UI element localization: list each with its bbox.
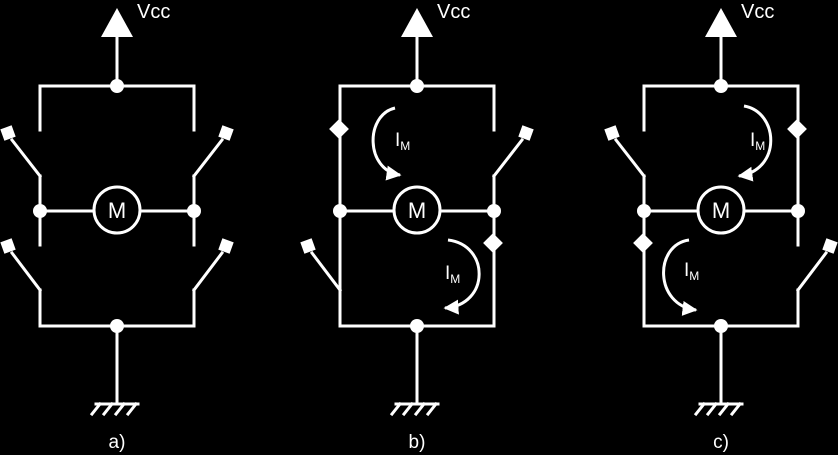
vcc-arrow [401, 8, 433, 37]
vcc-arrow [705, 8, 737, 37]
switch-top-right-closed [787, 86, 807, 245]
switch-top-right [494, 125, 534, 326]
switch-top-left [0, 125, 40, 245]
right-node [487, 204, 501, 218]
switch-bottom-right [194, 238, 234, 326]
supply-node [410, 79, 424, 93]
panel-c [604, 1, 837, 453]
switch-bottom-right-closed [483, 233, 503, 253]
ground-symbol [696, 404, 742, 414]
left-node [33, 204, 47, 218]
motor-label: M [107, 198, 127, 223]
ground-symbol [392, 404, 438, 414]
switch-bottom-left-closed [633, 233, 653, 253]
switch-top-right [194, 125, 234, 245]
switch-bottom-left [0, 238, 40, 326]
vcc-label: Vcc [741, 1, 775, 23]
ground-symbol [92, 404, 138, 414]
left-node [333, 204, 347, 218]
switch-top-left [604, 125, 644, 326]
current-label-bottom: $I_M$ [684, 260, 700, 283]
vcc-arrow [101, 8, 133, 37]
current-label-bottom: $I_M$ [445, 263, 461, 286]
right-node [791, 204, 805, 218]
panel-caption: c) [713, 432, 729, 453]
switch-bottom-left [300, 238, 340, 290]
right-node [187, 204, 201, 218]
motor-label: M [407, 198, 427, 223]
left-node [637, 204, 651, 218]
panel-caption: a) [108, 432, 126, 453]
switch-bottom-right [798, 238, 838, 326]
supply-node [714, 79, 728, 93]
current-label-top: $I_M$ [395, 130, 411, 153]
panel-b [300, 1, 533, 453]
panel-a [0, 1, 233, 453]
supply-node [110, 79, 124, 93]
current-label-top: $I_M$ [750, 130, 766, 153]
vcc-label: Vcc [437, 1, 471, 23]
vcc-label: Vcc [137, 1, 171, 23]
panel-caption: b) [408, 432, 426, 453]
motor-label: M [711, 198, 731, 223]
